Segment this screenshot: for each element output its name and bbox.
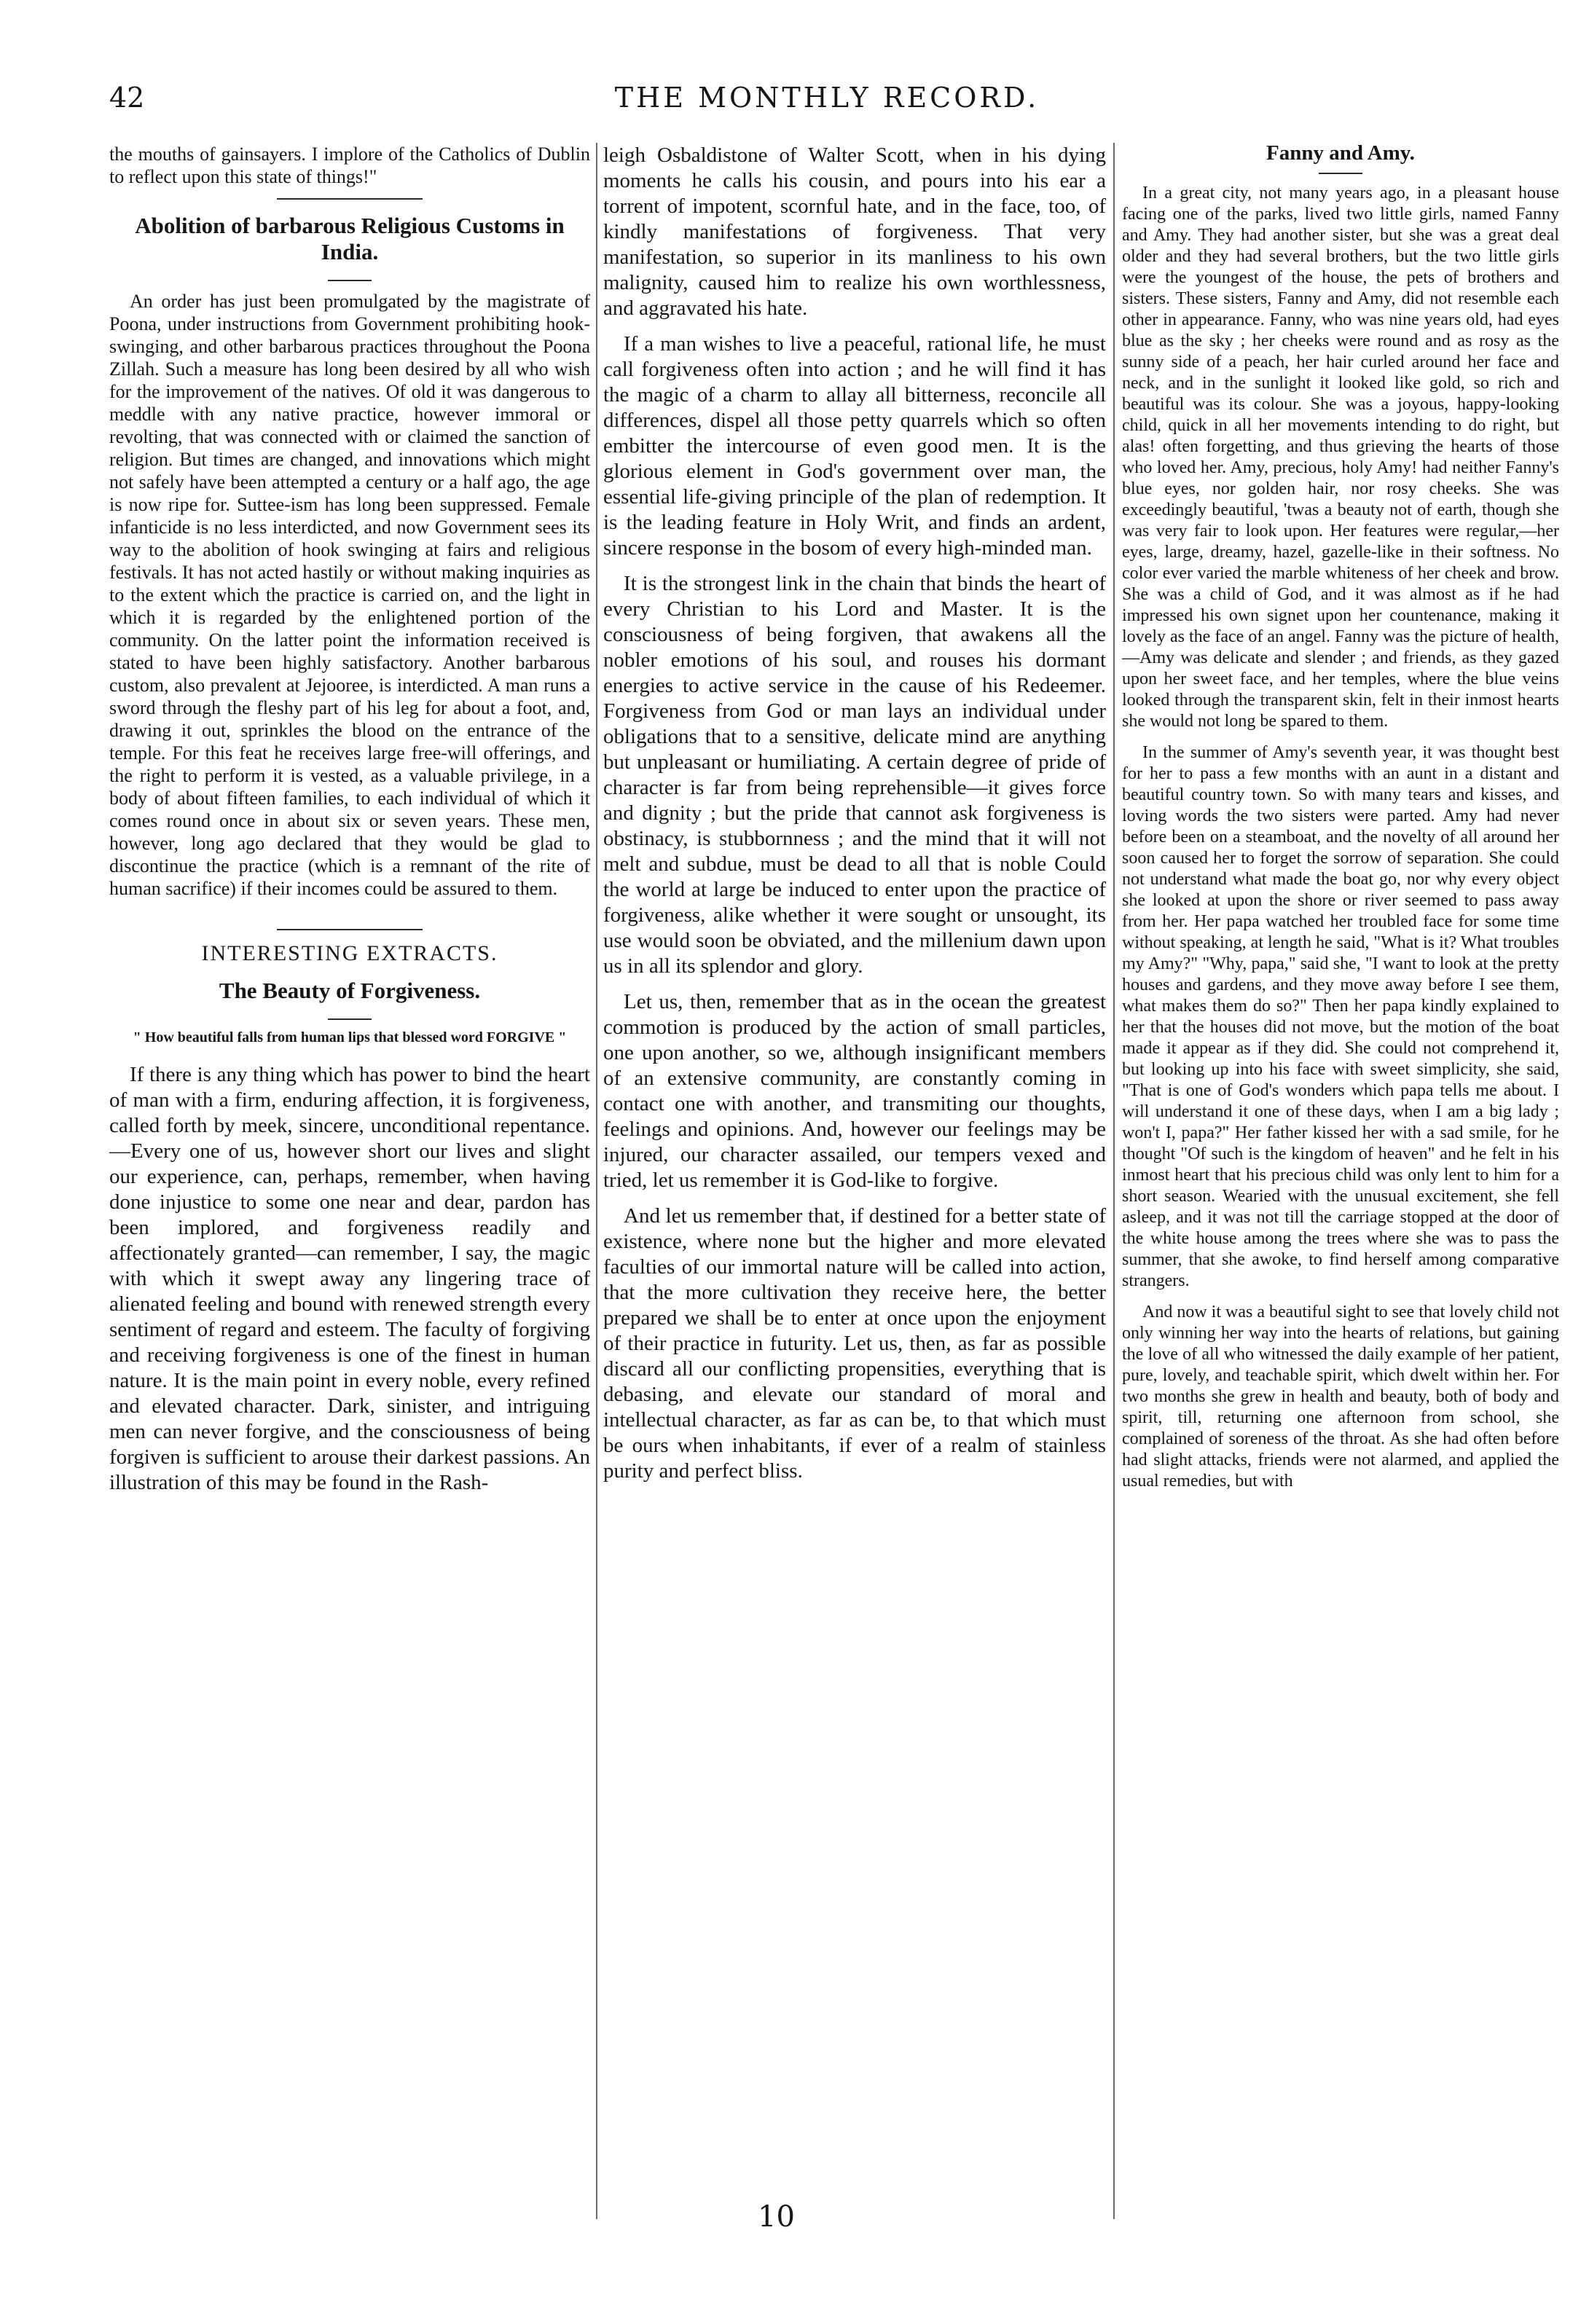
article-heading-forgiveness: The Beauty of Forgiveness. [219,978,481,1003]
story-paragraph: In the summer of Amy's seventh year, it was thought best for her to pass a few months with an aunt in a distant and beautiful country town. So with many tears and kisses, and loving words the two sisters were parted. Amy had never before been on a steamboat, and the novelty of all around her soon caused her to forget the sorrow of separation. She could not understand what made the boat go, nor why every object she looked at upon the shore or river seemed to pass away from her. Her papa watched her troubled face for some time without speaking, at length he said, "What is it? What troubles my Amy?" "Why, papa," said she, "I want to look at the pretty houses and gardens, and they move away before I see them, what makes them do so?" Then her papa kindly explained to her that the houses did not move, but the motion of the boat made it appear as if they did. She could not comprehend it, but looking up into his face with sweet simplicity, she said, "That is one of God's wonders which papa tells me about. I will understand it one of these days, when I am a big lady ; won't I, papa?" Her father kissed her with a sad smile, for he thought "Of such is the kingdom of heaven" and he felt in his inmost heart that his precious child was only lent to him for a short season. Wearied with the unusual excitement, she fell asleep, and it was not till the carriage stopped at the door of the white house among the trees where she was to pass the summer, that she awoke, to find herself among comparative strangers. [1122,743,1559,1290]
article-paragraph: Let us, then, remember that as in the ocean the greatest commotion is produced by the action of small particles, one upon another, so we, although insignificant members of an extensive community, are constantly coming in contact one with another, and transmiting our thoughts, feelings and opinions. And, however our feelings may be injured, our character assailed, our tempers vexed and tried, let us remember it is God-like to forgive. [603,990,1106,1192]
page-number: 42 [109,82,145,114]
article-heading-abolition: Abolition of barbarous Religious Customs in India. [135,213,565,264]
running-title: THE MONTHLY RECORD. [614,82,1040,114]
section-heading: INTERESTING EXTRACTS. [201,941,498,965]
signature-mark: 10 [758,2200,795,2234]
column-divider-2 [1113,143,1115,2219]
article-paragraph: If a man wishes to live a peaceful, rational life, he must call forgiveness often into action ; and he will find it has the magic of a charm to allay all bitterness, reconcile all differences, dispel all those petty quarrels which so often embitter the intercourse of even good men. It is the glorious element in God's government over man, the essential life-giving principle of the plan of redemption. It is the leading feature in Holy Writ, and finds an ardent, sincere response in the bosom of every high-minded man. [603,332,1106,560]
continued-text: the mouths of gainsayers. I implore of the Catholics of Dublin to reflect upon this state of things!" [109,144,590,187]
story-paragraph: In a great city, not many years ago, in a pleasant house facing one of the parks, lived two little girls, named Fanny and Amy. They had another sister, but she was a great deal older and they had several brothers, but the two little girls were the youngest of the house, the pets of brothers and sisters. These sisters, Fanny and Amy, did not resemble each other in appearance. Fanny, who was nine years old, had eyes blue as the sky ; her cheeks were round and as rosy as the sunny side of a peach, her hair curled around her face and neck, and in the sunlight it looked like gold, so rich and beautiful was its colour. She was a joyous, happy-looking child, quick in all her movements intending to do right, but alas! often forgetting, and thus grieving the hearts of those who loved her. Amy, precious, holy Amy! had neither Fanny's blue eyes, nor golden hair, nor rosy cheeks. She was exceedingly beautiful, 'twas a beauty not of earth, though she was very fair to look upon. Her features were regular,—her eyes, large, dreamy, hazel, gazelle-like in their softness. No color ever varied the marble whiteness of her cheek and brow. She was a child of God, and it was almost as if he had impressed his own signet upon her countenance, making it lovely as the face of an angel. Fanny was the picture of health,—Amy was delicate and slender ; and friends, as they gazed upon her sweet face, and her temples, where the blue veins looked through the transparent skin, felt in their inmost hearts she would not long be spared to them. [1122,184,1559,731]
column-divider-1 [596,143,597,2219]
article-paragraph: If there is any thing which has power to bind the heart of man with a firm, enduring affection, it is forgiveness, called forth by meek, sincere, unconditional repentance.—Every one of us, however short our lives and slight our experience, can, perhaps, remember, when having done injustice to some one near and dear, pardon has been implored, and forgiveness readily and affectionately granted—can remember, I say, the magic with which it swept away any lingering trace of alienated feeling and bound with renewed strength every sentiment of regard and esteem. The faculty of forgiving and receiving forgiveness is one of the finest in human nature. It is the main point in every noble, every refined and elevated character. Dark, sinister, and intriguing men can never forgive, and the consciousness of being forgiven is sufficient to arouse their darkest passions. An illustration of this may be found in the Rash- [109,1063,590,1494]
separator-rule [328,1018,372,1020]
separator-rule [328,280,372,281]
separator-rule [277,929,423,930]
separator-rule [1319,173,1362,174]
article-paragraph: It is the strongest link in the chain that binds the heart of every Christian to his Lord and Master. It is the consciousness of being forgiven, that awakens all the nobler emotions of his soul, and rouses his dormant energies to active service in the cause of his Redeemer. Forgiveness from God or man lays an individual under obligations that to a sensitive, delicate mind are anything but unpleasant or humiliating. A certain degree of pride of character is far from being reprehensible—it gives force and dignity ; but the pride that cannot ask forgiveness is obstinacy, is stubbornness ; and the mind that it will not melt and subdue, must be dead to all that is noble Could the world at large be induced to enter upon the practice of forgiveness, alike whether it were sought or unsought, its use would soon be obviated, and the millenium dawn upon us in all its splendor and glory. [603,572,1106,978]
column-1 [109,143,590,2241]
separator-rule [277,198,423,200]
page-header [109,82,1545,133]
article-paragraph: leigh Osbaldistone of Walter Scott, when in his dying moments he calls his cousin, and pours into his ear a torrent of impotent, scornful hate, and in the face, too, of kindly manifestations of forgiveness. That very manifestation, so superior in its manliness to his own malignity, caused him to realize his own worthlessness, and aggravated his hate. [603,144,1106,320]
column-2 [603,143,1106,2241]
story-title: Fanny and Amy. [1266,143,1415,165]
column-3 [1122,143,1559,2241]
article-paragraph: An order has just been promulgated by the magistrate of Poona, under instructions from Government prohibiting hook-swinging, and other barbarous practices throughout the Poona Zillah. Such a measure has long been desired by all who wish for the improvement of the natives. Of old it was dangerous to meddle with any native practice, however immoral or revolting, that was connected with or claimed the sanction of religion. But times are changed, and innovations which might not safely have been attempted a century or a half ago, the age is now ripe for. Suttee-ism has long been suppressed. Female infanticide is no less interdicted, and now Government sees its way to the abolition of hook swinging at fairs and religious festivals. It has not acted hastily or without making inquiries as to the extent which the practice is carried on, and the light in which it is regarded by the enlightened portion of the community. On the latter point the information received is stated to have been highly satisfactory. Another barbarous custom, also prevalent at Jejooree, is interdicted. A man runs a sword through the fleshy part of his leg for about a foot, and, drawing it out, sprinkles the blood on the entrance of the temple. For this feat he receives large free-will offerings, and the right to perform it is vested, as a valuable privilege, in a body of about fifteen families, to each individual of which it comes round once in about six or seven years. These men, however, long ago declared that they would be glad to discontinue the practice (which is a remnant of the rite of human sacrifice) if their incomes could be assured to them. [109,291,590,899]
epigraph: " How beautiful falls from human lips that blessed word FORGIVE " [133,1029,567,1045]
story-paragraph: And now it was a beautiful sight to see that lovely child not only winning her way into the hearts of relations, but gaining the love of all who witnessed the daily example of her patient, pure, lovely, and teachable spirit, which dwelt within her. For two months she grew in health and beauty, both of body and spirit, till, returning one afternoon from school, she complained of soreness of the throat. As she had often before had slight attacks, friends were not alarmed, and applied the usual remedies, but with [1122,1303,1559,1491]
article-paragraph: And let us remember that, if destined for a better state of existence, where none but the higher and more elevated faculties of our immortal nature will be called into action, that the more cultivation they receive here, the better prepared we shall be to enter at once upon the enjoyment of their practice in futurity. Let us, then, as far as possible discard all our conflicting propensities, everything that is debasing, and elevate our standard of moral and intellectual character, as far as can be, to that which must be ours when inhabitants, if ever of a realm of stainless purity and perfect bliss. [603,1204,1106,1483]
